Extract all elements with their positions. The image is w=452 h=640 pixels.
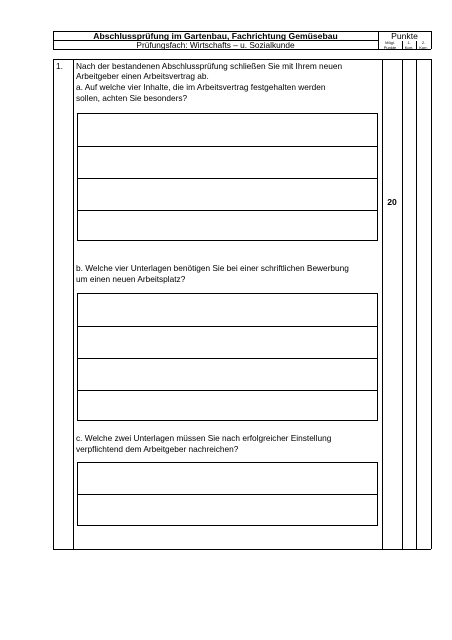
first-correction-col-label-1: 1. <box>407 40 411 45</box>
max-points-col-header <box>378 41 402 50</box>
points-header: Punkte <box>391 31 418 41</box>
exam-title: Abschlussprüfung im Gartenbau, Fachrichtung Gemüsebau <box>93 31 338 41</box>
part-a-line-1: a. Auf welche vier Inhalte, die im Arbeitsvertrag festgehalten werden <box>76 82 326 92</box>
part-b-row-divider <box>78 326 377 327</box>
max-points-value: 20 <box>387 197 397 207</box>
part-a-row-divider <box>78 146 377 147</box>
question-left-border <box>53 59 54 549</box>
first-correction-col-header <box>402 41 416 50</box>
exam-subject: Prüfungsfach: Wirtschafts – u. Sozialkunde <box>136 40 295 50</box>
part-c-line-1: c. Welche zwei Unterlagen müssen Sie nach erfolgreicher Einstellung <box>76 433 332 443</box>
part-b-answer-box <box>77 293 378 421</box>
question-text-right-border <box>382 59 383 549</box>
question-number: 1. <box>56 61 63 71</box>
part-b-row-divider <box>78 358 377 359</box>
second-correction-col-label-1: 2. <box>421 40 426 45</box>
part-a-row-divider <box>78 210 377 211</box>
correction-col-separator <box>416 59 417 549</box>
max-points-col-label-2: Punkte <box>383 44 397 50</box>
question-intro-line-1: Nach der bestandenen Abschlussprüfung schließen Sie mit Ihrem neuen <box>76 61 343 71</box>
question-intro-line-2: Arbeitgeber einen Arbeitsvertrag ab. <box>76 71 209 81</box>
points-col-right-border <box>402 59 403 549</box>
part-a-row-divider <box>78 178 377 179</box>
question-top-border <box>53 59 431 60</box>
part-c-row-divider <box>78 494 377 495</box>
first-correction-col-label-2: Korr. <box>404 44 414 50</box>
part-b-line-1: b. Welche vier Unterlagen benötigen Sie bei einer schriftlichen Bewerbung <box>76 263 349 273</box>
part-c-answer-box <box>77 462 378 526</box>
second-correction-col-label-2: Korr. <box>419 44 428 50</box>
part-b-line-2: um einen neuen Arbeitsplatz? <box>76 274 186 284</box>
max-points-col-label-1: Mögl. <box>385 40 395 45</box>
part-c-line-2: verpflichtend dem Arbeitgeber nachreichen? <box>76 444 239 454</box>
header-right-border <box>431 31 432 49</box>
question-number-separator <box>73 59 74 549</box>
question-bottom-border <box>53 549 431 550</box>
part-a-line-2: sollen, achten Sie besonders? <box>76 93 188 103</box>
second-correction-col-header <box>416 41 431 50</box>
part-b-row-divider <box>78 390 377 391</box>
question-right-border <box>431 59 432 549</box>
part-a-answer-box <box>77 113 378 241</box>
